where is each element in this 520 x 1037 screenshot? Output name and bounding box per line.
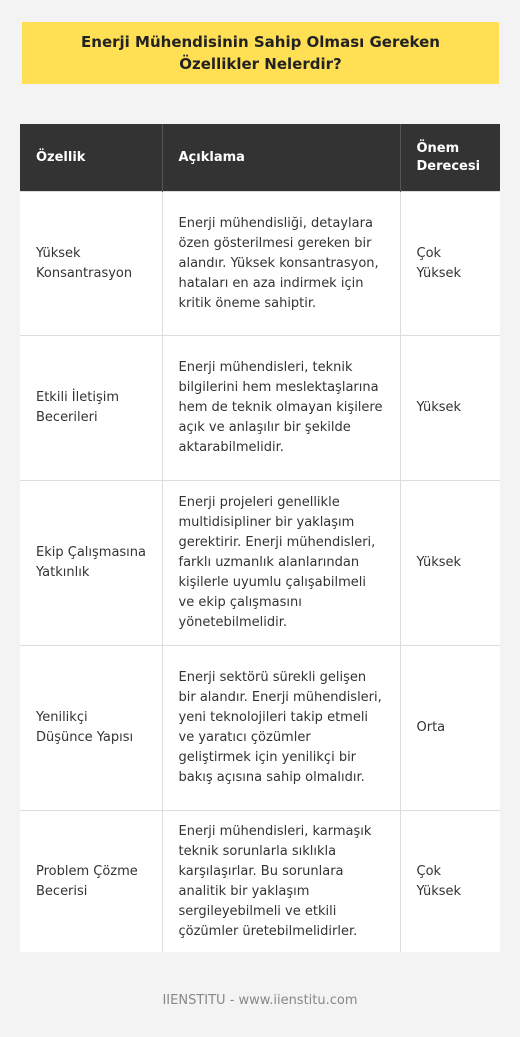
- description-cell: Enerji sektörü sürekli gelişen bir alandır. Enerji mühendisleri, yeni teknolojileri takip etmeli ve yaratıcı çözümler geliştirmek için yenilikçi bir bakış açısına sahip olmalıdır.: [162, 646, 400, 811]
- table-row: [20, 811, 500, 953]
- features-table: [20, 124, 500, 952]
- importance-cell: Orta: [400, 646, 500, 811]
- feature-cell: Etkili İletişim Becerileri: [20, 336, 162, 481]
- importance-cell: Yüksek: [400, 481, 500, 646]
- header-feature: Özellik: [20, 124, 162, 192]
- table-header-row: [20, 124, 500, 192]
- description-cell: Enerji mühendisleri, teknik bilgilerini hem meslektaşlarına hem de teknik olmayan kişilere açık ve anlaşılır bir şekilde aktarabilmelidir.: [162, 336, 400, 481]
- table-row: [20, 336, 500, 481]
- page-title: Enerji Mühendisinin Sahip Olması Gereken Özellikler Nelerdir?: [81, 33, 440, 73]
- description-cell: Enerji projeleri genellikle multidisipliner bir yaklaşım gerektirir. Enerji mühendisleri, farklı uzmanlık alanlarından kişilerle uyumlu çalışabilmeli ve ekip çalışmasını yönetebilmelidir.: [162, 481, 400, 646]
- title-banner: [22, 22, 499, 84]
- table-row: [20, 646, 500, 811]
- feature-cell: Yüksek Konsantrasyon: [20, 192, 162, 336]
- description-cell: Enerji mühendisleri, karmaşık teknik sorunlarla sıklıkla karşılaşırlar. Bu sorunlara analitik bir yaklaşım sergileyebilmeli ve etkili çözümler üretebilmelidirler.: [162, 811, 400, 953]
- feature-cell: Problem Çözme Becerisi: [20, 811, 162, 953]
- feature-cell: Yenilikçi Düşünce Yapısı: [20, 646, 162, 811]
- header-description: Açıklama: [162, 124, 400, 192]
- header-importance: Önem Derecesi: [400, 124, 500, 192]
- importance-cell: Çok Yüksek: [400, 192, 500, 336]
- feature-cell: Ekip Çalışmasına Yatkınlık: [20, 481, 162, 646]
- footer-credit: IIENSTITU - www.iienstitu.com: [162, 993, 358, 1008]
- table-row: [20, 481, 500, 646]
- importance-cell: Yüksek: [400, 336, 500, 481]
- importance-cell: Çok Yüksek: [400, 811, 500, 953]
- description-cell: Enerji mühendisliği, detaylara özen gösterilmesi gereken bir alandır. Yüksek konsantrasyon, hataları en aza indirmek için kritik öneme sahiptir.: [162, 192, 400, 336]
- table-row: [20, 192, 500, 336]
